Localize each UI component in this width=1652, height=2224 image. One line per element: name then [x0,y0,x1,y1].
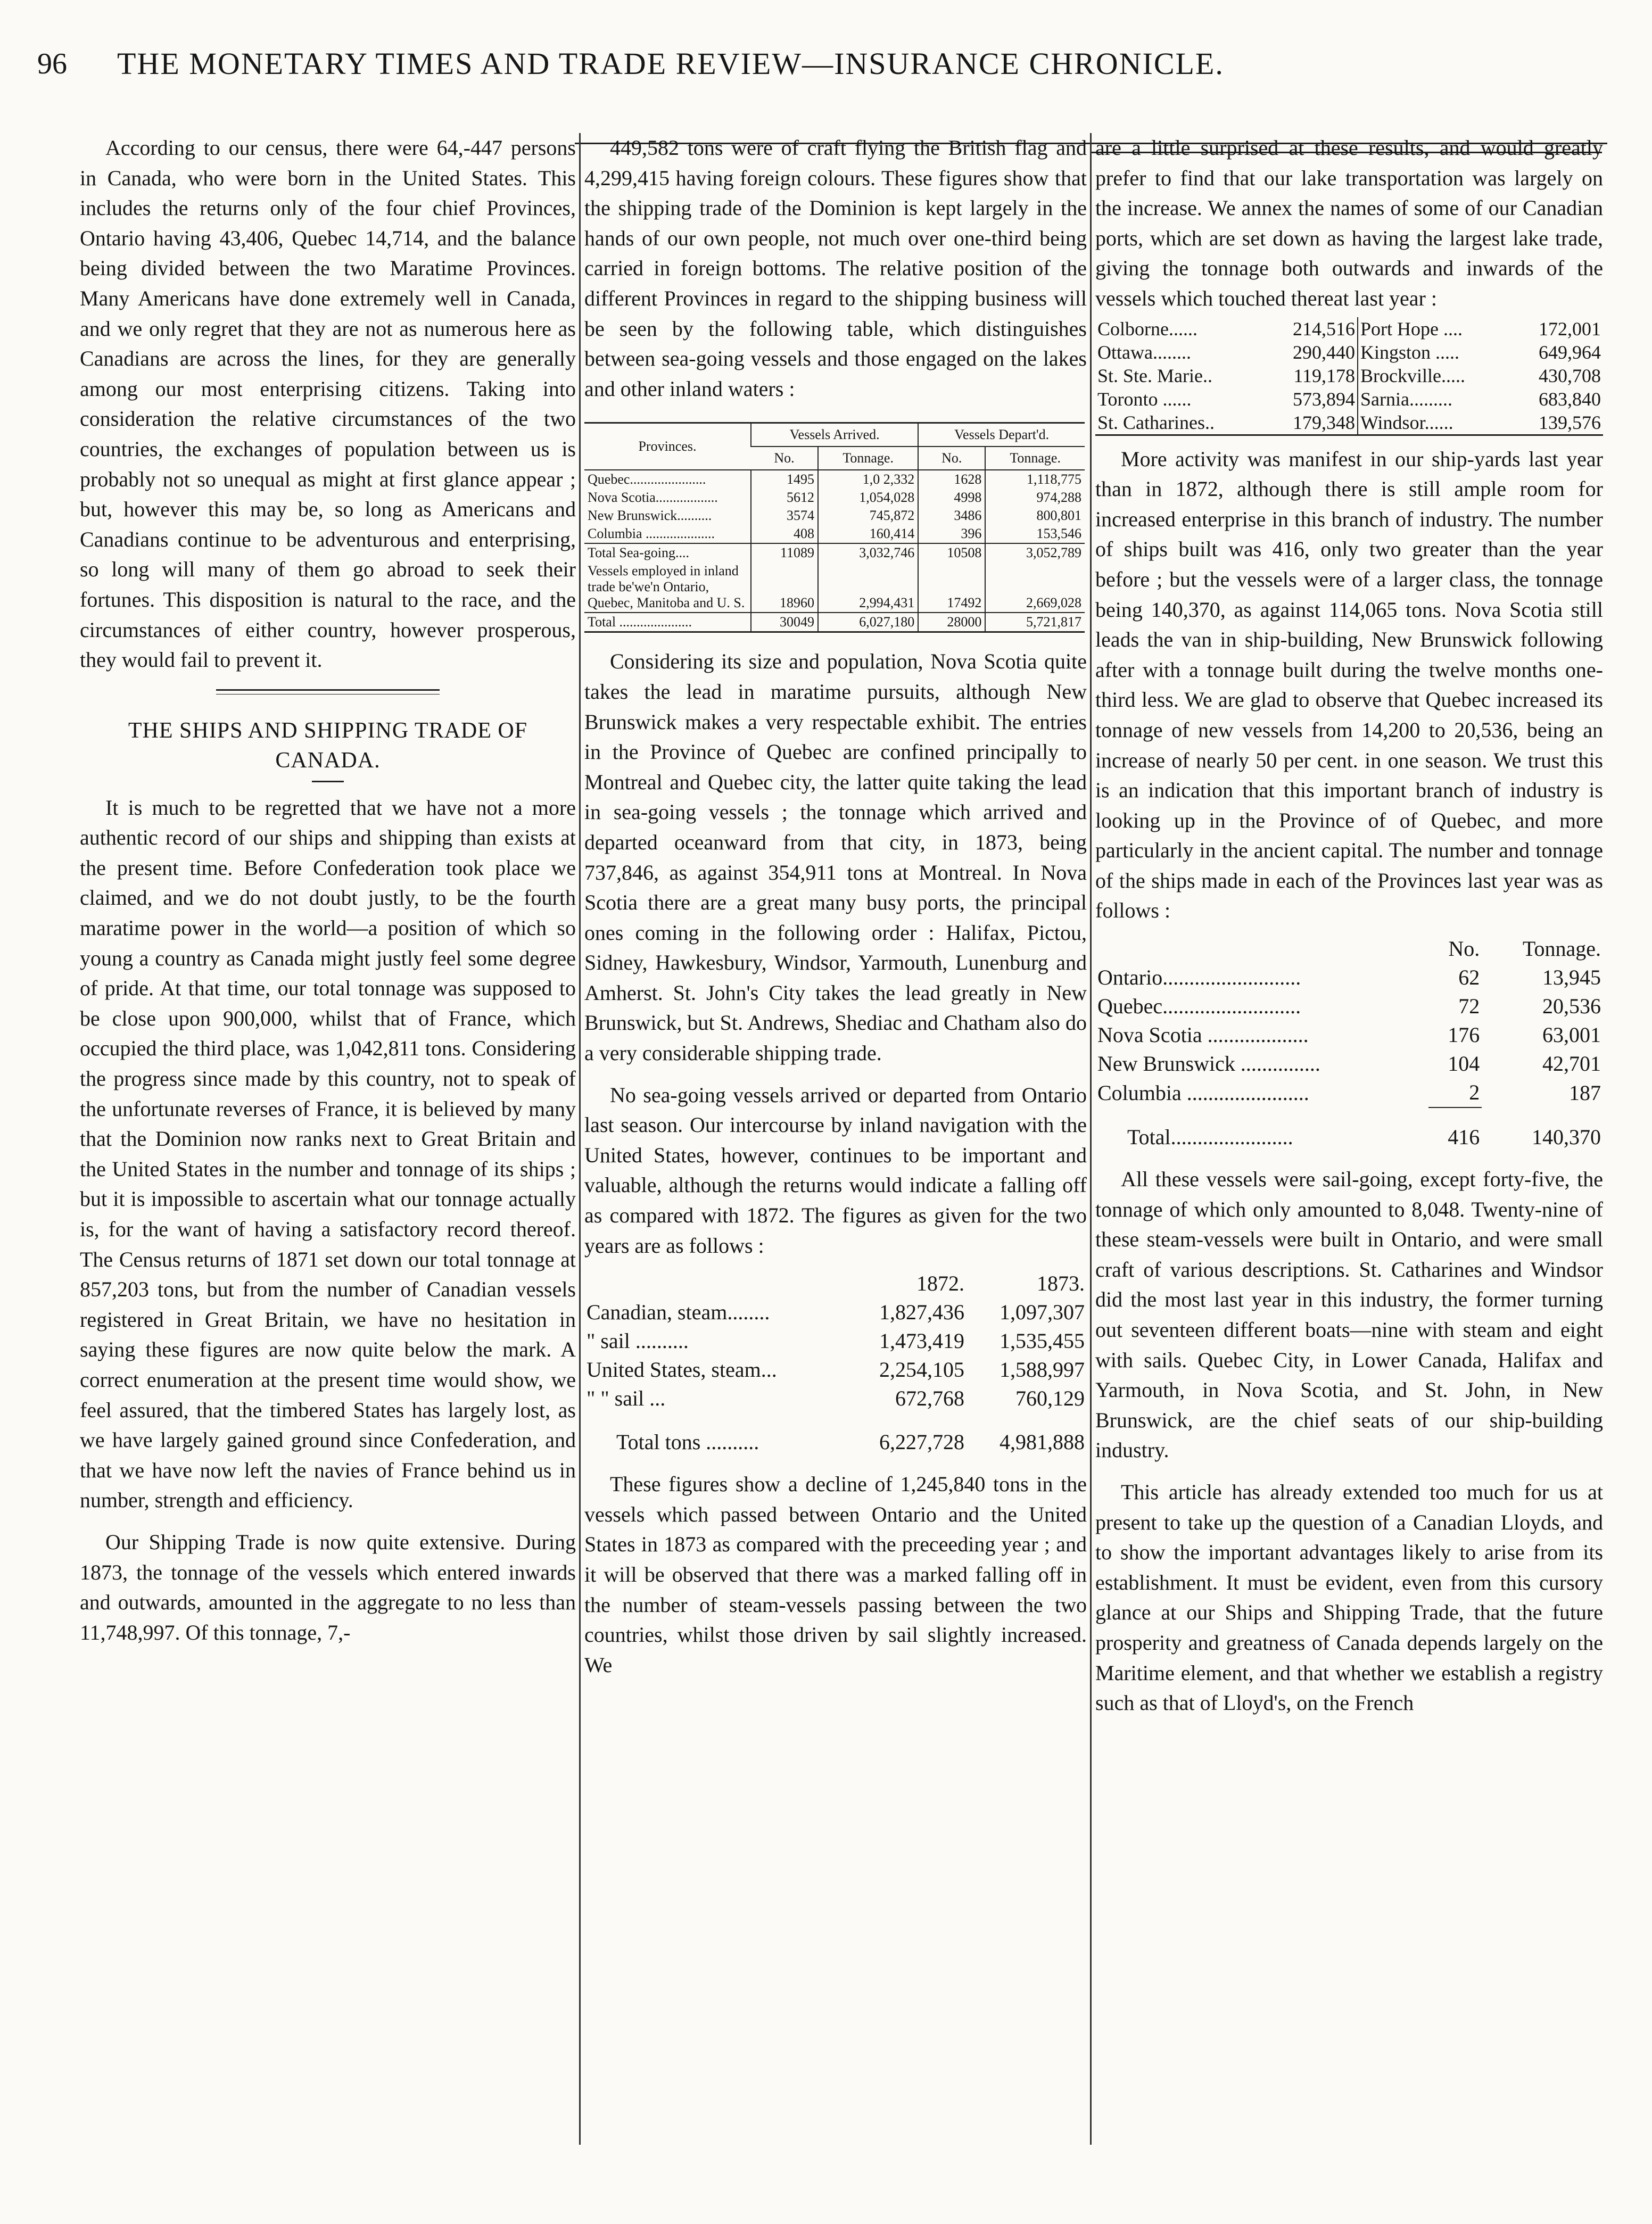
trade-table-year-1873: 1873. [1037,1271,1085,1296]
sail-going-paragraph: All these vessels were sail-going, except forty-five, the tonnage of which only amounted to 8,048. Twenty-nine of these steam-vessels were built in Ontario, and were small craft of various descriptions. St. Catharines and Windsor did the most last year in this industry, the former turning out seventeen different boats—nine with steam and eight with sails. Quebec City, in Lower Canada, Halifax and Yarmouth, in Nova Scotia, and St. John, in New Brunswick, are the chief seats of our ship-building industry. [1095,1167,1603,1462]
table-row-total: Total tons .......... 6,227,728 4,981,888 [616,1430,1085,1454]
vessels-table [584,422,1085,633]
vessels-table-header-no: No. [918,447,985,470]
vessels-table-header-tonnage: Tonnage. [985,447,1085,470]
table-row: United States, steam... 2,254,105 1,588,997 [587,1358,1085,1382]
british-flag-paragraph: 449,582 tons were of craft flying the British flag and 4,299,415 having foreign colours. These figures show that the shipping trade of the Dominion is kept largely in the hands of our own people, not much over one-third being carried in foreign bottoms. The relative position of the different Provinces in regard to the shipping business will be seen by the following table, which distinguishes between sea-going vessels and those engaged on the lakes and other inland waters : [584,136,1087,401]
table-row: St. Catharines.. 179,348 Windsor...... 139,576 [1095,411,1603,435]
ships-built-table [1095,935,1603,1152]
table-row: Ontario.......................... 62 13,945 [1097,965,1601,990]
column-divider-2 [1090,133,1092,2145]
table-row: Ottawa........ 290,440 Kingston ..... 649,964 [1097,341,1601,363]
table-row: " " sail ... 672,768 760,129 [587,1386,1085,1411]
table-row: Columbia ....................... 2 187 [1097,1080,1601,1105]
shipping-intro-paragraph: It is much to be regretted that we have not a more authentic record of our ships and shipping than exists at the present time. Before Confederation took place we claimed, and we do not doubt justly, to be the fourth maratime power in the world—a position of which so young a country as Canada might justly feel some degree of pride. At that time, our total tonnage was supposed to be close upon 900,000, whilst that of France, which occupied the third place, was 1,042,811 tons. Considering the progress since made by this country, not to speak of the unfortunate reverses of France, it is believed by many that the Dominion now ranks next to Great Britain and the United States in the number and tonnage of its ships ; but it is impossible to ascertain what our tonnage actually is, for the want of having a satisfactory record thereof. The Census returns of 1871 set down our total tonnage at 857,203 tons, but from the number of Canadian vessels registered in Great Britain, we have no hesitation in saying these figures are now quite below the mark. A correct enumeration at the present time would show, we feel assured, that the timbered States has largely lost, as we have largely gained ground since Confederation, and that we have now left the navies of France behind us in number, strength and efficiency. [80,795,576,1512]
decline-paragraph: These figures show a decline of 1,245,840 tons in the vessels which passed between Ontario and the United States in 1873 as compared with the preceeding year ; and it will be observed that there was a marked falling off in the number of steam-vessels passing between the two countries, whilst those driven by sail slightly increased. We [584,1472,1087,1677]
lloyds-paragraph: This article has already extended too much for us at present to take up the question of a Canadian Lloyds, and to show the important advantages likely to arise from its establishment. It must be evident, even from this cursory glance at our Ships and Shipping Trade, that the future prosperity and greatness of Canada depends largely on the Maritime element, and that whether we establish a registry such as that of Lloyd's, on the French [1095,1480,1603,1715]
table-row: Columbia .................... 408 160,414 396 153,546 [584,525,1085,543]
column-1 [80,133,576,1648]
page-header [37,43,1613,101]
table-row-inland: Vessels employed in inland trade be'we'n Ontario, Quebec, Manitoba and U. S. 18960 2,994,431 17492 2,669,028 [584,562,1085,613]
table-row-total: Total ..................... 30049 6,027,180 28000 5,721,817 [584,613,1085,632]
table-row: Colborne...... 214,516 Port Hope .... 172,001 [1097,318,1601,340]
column-divider-1 [579,133,581,2145]
trade-table-year-1872: 1872. [916,1271,964,1296]
table-row: New Brunswick ............... 104 42,701 [1097,1052,1601,1076]
vessels-table-header-tonnage: Tonnage. [818,447,918,470]
ships-table-header-tonnage: Tonnage. [1522,937,1601,961]
table-row: New Brunswick.......... 3574 745,872 3486 800,801 [584,507,1085,525]
ontario-paragraph: No sea-going vessels arrived or departed from Ontario last season. Our intercourse by inland navigation with the United States, however, continues to be important and valuable, although the returns would indicate a falling off as compared with 1872. The figures as given for the two years are as follows : [584,1082,1087,1258]
section-separator [216,689,440,695]
column-2 [584,133,1087,1680]
table-row: Quebec.......................... 72 20,536 [1097,994,1601,1019]
table-row: Nova Scotia.................. 5612 1,054,028 4998 974,288 [584,489,1085,507]
census-paragraph: According to our census, there were 64,-447 persons in Canada, who were born in the United States. This includes the returns only of the four chief Provinces, Ontario having 43,406, Quebec 14,714, and the balance being divided between the two Maratime Provinces. Many Americans have done extremely well in Canada, and we only regret that they are not as numerous here as Canadians are across the lines, for they are generally among our most enterprising citizens. Taking into consideration the relative circumstances of the two countries, the exchanges of population between us is probably not so unequal as might at first glance appear ; but, however this may be, so long as Americans and Canadians continue to be adventurous and enterprising, so long will many of them go abroad to seek their fortunes. This disposition is natural to the race, and the circumstances of either country, however prosperous, they would fail to prevent it. [80,136,576,672]
table-row: Quebec...................... 1495 1,0 2,332 1628 1,118,775 [584,470,1085,489]
lake-trade-paragraph: are a little surprised at these results, and would greatly prefer to find that our lake transportation was largely on the increase. We annex the names of some of our Canadian ports, which are set down as having the largest lake trade, giving the tonnage both outwards and inwards of the vessels which touched thereat last year : [1095,136,1603,310]
table-row: " sail .......... 1,473,419 1,535,455 [587,1329,1085,1353]
ports-table [1095,317,1603,436]
column-3 [1095,133,1603,1718]
table-row-seagoing: Total Sea-going.... 11089 3,032,746 10508 3,052,789 [584,543,1085,562]
vessels-table-header-departed: Vessels Depart'd. [918,423,1085,447]
running-title: THE MONETARY TIMES AND TRADE REVIEW—INSURANCE CHRONICLE. [117,46,1224,81]
table-row: St. Ste. Marie.. 119,178 Brockville..... 430,708 [1097,365,1601,386]
table-row: Toronto ...... 573,894 Sarnia......... 683,840 [1097,388,1601,410]
page-number: 96 [37,47,67,80]
vessels-table-header-no: No. [751,447,818,470]
table-row-total: Total....................... 416 140,370 [1095,1107,1603,1152]
shipping-trade-paragraph: Our Shipping Trade is now quite extensive. During 1873, the tonnage of the vessels which entered inwards and outwards, amounted in the aggregate to no less than 11,748,997. Of this tonnage, 7,- [80,1529,576,1644]
shipyards-paragraph: More activity was manifest in our ship-yards last year than in 1872, although there is still ample room for increased enterprise in this branch of industry. The number of ships built was 416, only two greater than the year before ; but the vessels were of a larger class, the tonnage being 140,370, as against 114,065 tons. Nova Scotia still leads the van in ship-building, New Brunswick following after with a tonnage built during the twelve months one-third less. We are glad to observe that Quebec increased its tonnage of new vessels from 14,200 to 20,536, being an increase of nearly 50 per cent. in one season. We trust this is an indication that this important branch of industry is looking up in the Province of of Quebec, and more particularly in the ancient capital. The number and tonnage of the ships made in each of the Provinces last year was as follows : [1095,447,1603,923]
article-title: THE SHIPS AND SHIPPING TRADE OF CANADA. [128,718,528,773]
vessels-table-header-arrived: Vessels Arrived. [751,423,918,447]
vessels-table-header-provinces: Provinces. [584,423,751,470]
trade-table [584,1269,1087,1457]
nova-scotia-paragraph: Considering its size and population, Nova Scotia quite takes the lead in maratime pursuits, although New Brunswick makes a very respectable exhibit. The entries in the Province of Quebec are confined principally to Montreal and Quebec city, the latter quite taking the lead in sea-going vessels ; the tonnage which arrived and departed oceanward from that city, in 1873, being 737,846, as against 354,911 tons at Montreal. In Nova Scotia there are a great many busy ports, the principal ones coming in the following order : Halifax, Pictou, Sidney, Hawkesbury, Windsor, Yarmouth, Lunenburg and Amherst. St. John's City takes the lead greatly in New Brunswick, but St. Andrews, Shediac and Chatham also do a very considerable shipping trade. [584,649,1087,1065]
ships-table-header-no: No. [1448,937,1480,961]
table-row: Canadian, steam........ 1,827,436 1,097,307 [587,1300,1085,1325]
title-rule [312,781,344,782]
table-row: Nova Scotia ................... 176 63,001 [1097,1023,1601,1047]
